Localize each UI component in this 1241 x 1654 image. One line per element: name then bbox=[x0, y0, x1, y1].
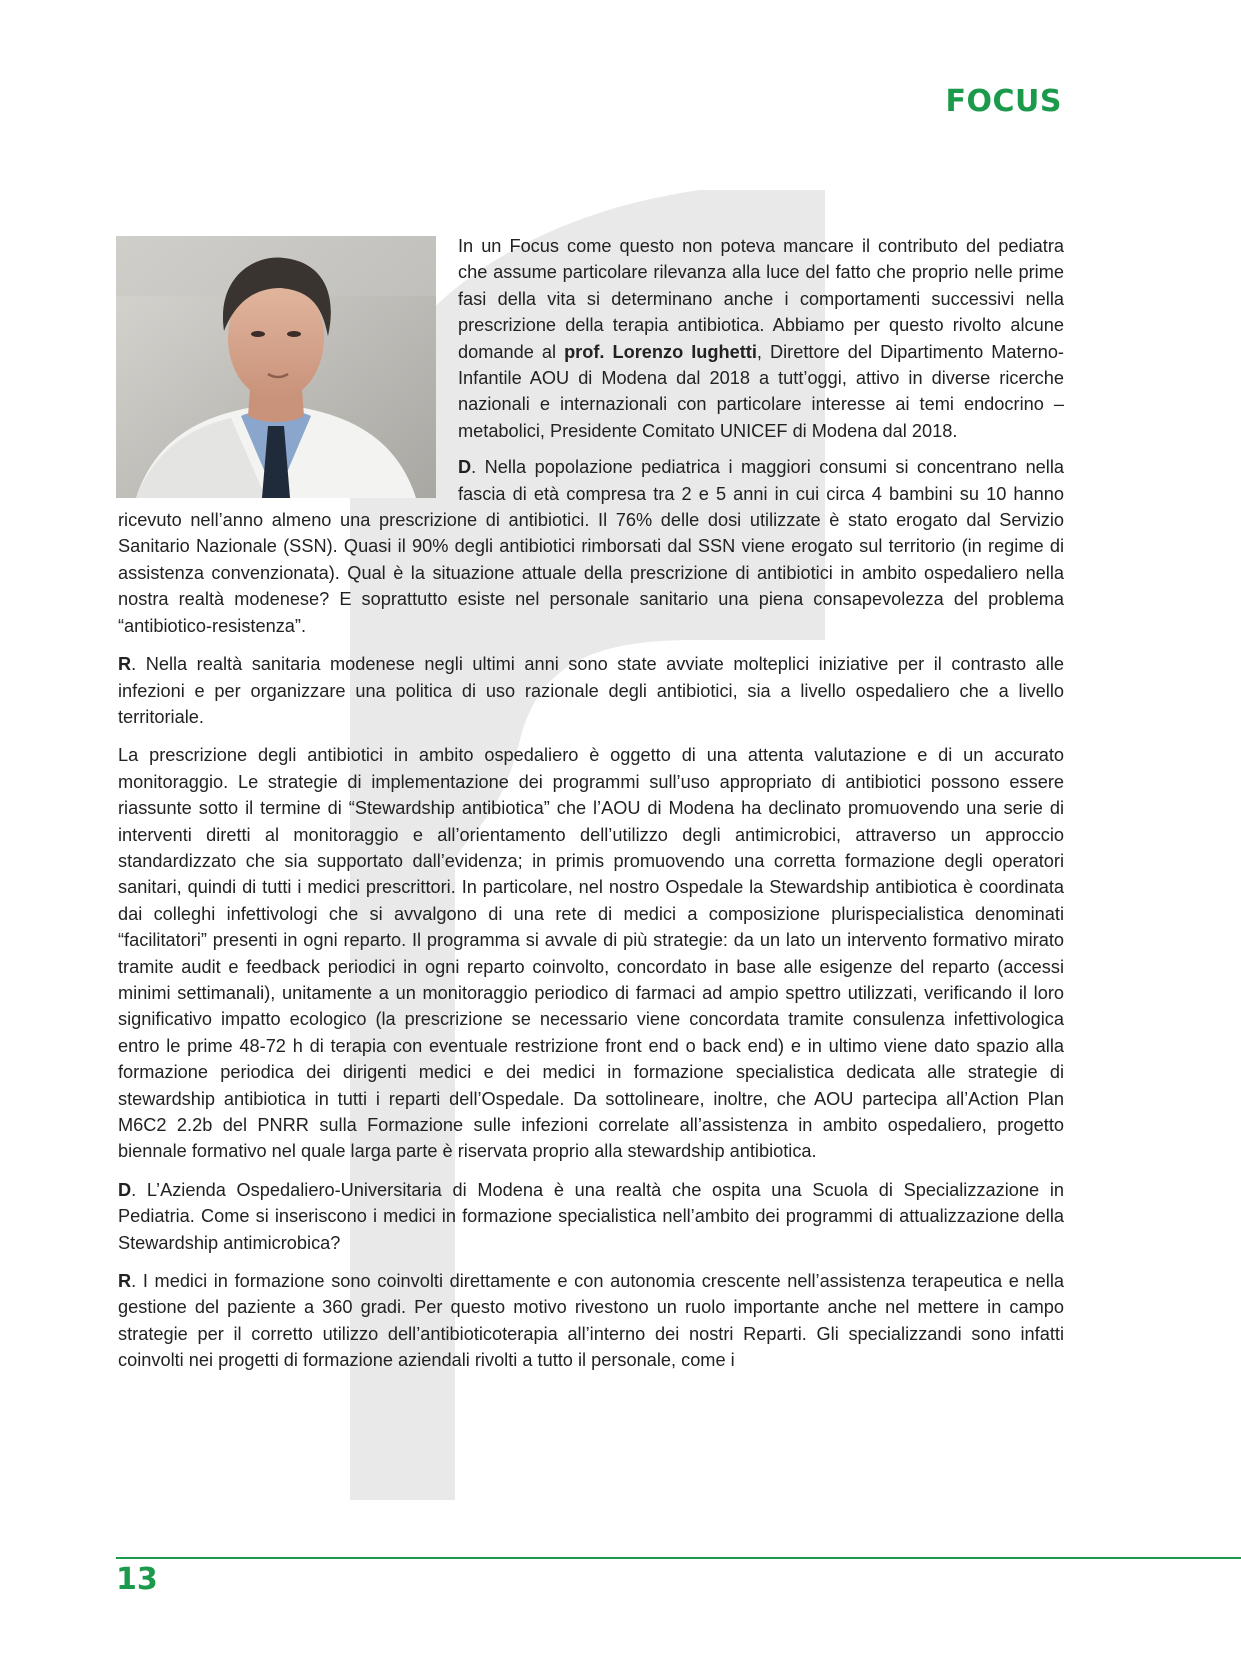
answer-text: . I medici in formazione sono coinvolti direttamente e con autonomia crescente nell’assistenza terapeutica e nella gestione del paziente a 360 gradi. Per questo motivo rivestono un ruolo importante anche nel mettere in campo strategie per il corretto utilizzo dell’antibioticoterapia all’interno dei nostri Reparti. Gli specializzandi sono infatti coinvolti nei progetti di formazione aziendali rivolti a tutto il personale, come i bbox=[118, 1271, 1064, 1371]
answer-paragraph-continued bbox=[118, 742, 1064, 1165]
answer-text: La prescrizione degli antibiotici in ambito ospedaliero è oggetto di una attenta valutazione e di un accurato monitoraggio. Le strategie di implementazione dei programmi sull’uso appropriato di antibiotici possono essere riassunte sotto il termine di “Stewardship antibiotica” che l’AOU di Modena ha declinato promuovendo una serie di interventi diretti al monitoraggio e all’orientamento dell’utilizzo degli antimicrobici, attraverso un approccio standardizzato che sia supportato dall’evidenza; in primis promuovendo una corretta formazione degli operatori sanitari, quindi di tutti i medici prescrittori. In particolare, nel nostro Ospedale la Stewardship antibiotica è coordinata dai colleghi infettivologi che si avvalgono di una rete di medici a composizione plurispecialistica denominati “facilitatori” presenti in ogni reparto. Il programma si avvale di più strategie: da un lato un intervento formativo mirato tramite audit e feedback periodici in ogni reparto coinvolto, concordato in base alle esigenze del reparto (accessi minimi settimanali), unitamente a un monitoraggio periodico di farmaci ad ampio spettro utilizzati, verificando il loro significativo impatto ecologico (la prescrizione se necessario viene concordata tramite consulenza infettivologica entro le prime 48-72 h di terapia con eventuale restrizione front end o back end) e in ultimo viene dato spazio alla formazione periodica dei dirigenti medici e dei medici in formazione specialistica dedicata alle strategie di stewardship antibiotica in tutti i reparti dell’Ospedale. Da sottolineare, inoltre, che AOU partecipa all’Action Plan M6C2 2.2b del PNRR sulla Formazione sulle infezioni correlate all’assistenza in ambito ospedaliero, progetto biennale formativo nel quale larga parte è riservata proprio alla stewardship antibiotica. bbox=[118, 745, 1064, 1162]
answer-text: . Nella realtà sanitaria modenese negli ultimi anni sono state avviate molteplici iniziative per il contrasto alle infezioni e per organizzare una politica di uso razionale degli antibiotici, sia a livello ospedaliero che a livello territoriale. bbox=[118, 654, 1064, 727]
question-text: . Nella popolazione pediatrica i maggiori consumi si concentrano nella fascia di età compresa tra 2 e 5 anni in cui circa 4 bambini su 10 hanno ricevuto nell’anno almeno una prescrizione di antibiotici. Il 76% delle dosi utilizzate è stato erogato dal Servizio Sanitario Nazionale (SSN). Quasi il 90% degli antibiotici rimborsati dal SSN viene erogato sul territorio (in regime di assistenza convenzionata). Qual è la situazione attuale della prescrizione di antibiotici in ambito ospedaliero nella nostra realtà modenese? E soprattutto esiste nel personale sanitario una piena consapevolezza del problema “antibiotico-resistenza”. bbox=[118, 457, 1064, 636]
footer-divider bbox=[116, 1557, 1241, 1559]
answer-paragraph bbox=[118, 1268, 1064, 1374]
interviewee-name: prof. Lorenzo Iughetti bbox=[564, 341, 757, 362]
photo-text-wrap-spacer bbox=[118, 233, 458, 498]
question-text: . L’Azienda Ospedaliero-Universitaria di Modena è una realtà che ospita una Scuola di Specializzazione in Pediatria. Come si inseriscono i medici in formazione specialistica nell’ambito dei programmi di attualizzazione della Stewardship antimicrobica? bbox=[118, 1179, 1064, 1253]
answer-label: R bbox=[118, 1271, 132, 1292]
intro-text-continued: , Direttore del Dipartimento Materno-Infantile AOU di Modena dal 2018 a tutt’oggi, attivo in diverse ricerche nazionali e internazionali con particolare interesse ai temi endocrino –metabolici, Presidente Comitato UNICEF di Modena dal 2018. bbox=[458, 341, 1064, 441]
answer-paragraph bbox=[118, 651, 1064, 730]
section-title: FOCUS bbox=[945, 84, 1062, 119]
question-label: D bbox=[118, 1179, 132, 1200]
article-body bbox=[118, 233, 1064, 1386]
question-label: D bbox=[458, 457, 472, 478]
page-number: 13 bbox=[116, 1562, 158, 1597]
intro-text: In un Focus come questo non poteva mancare il contributo del pediatra che assume particolare rilevanza alla luce del fatto che proprio nelle prime fasi della vita si determinano anche i comportamenti successivi nella prescrizione della terapia antibiotica. Abbiamo per questo rivolto alcune domande al bbox=[458, 236, 1064, 362]
question-paragraph bbox=[118, 1177, 1064, 1256]
answer-label: R bbox=[118, 654, 132, 675]
